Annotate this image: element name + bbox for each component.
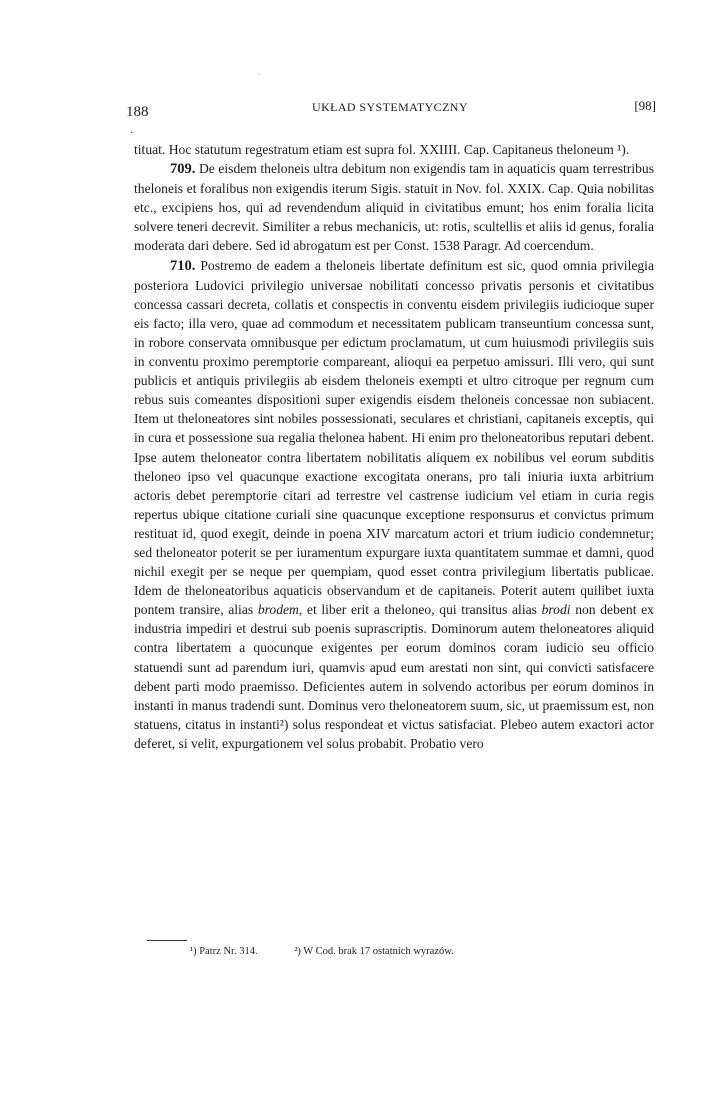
main-text [134,140,654,753]
italic-term-brodi: brodi [541,602,571,618]
sheet-signature: [98] [634,98,656,113]
paragraph-709 [134,159,654,255]
running-title: UKŁAD SYSTEMATYCZNY [312,100,468,114]
paragraph-continuation: tituat. Hoc statutum regestratum etiam est supra fol. XXIIII. Cap. Capitaneus theloneum ¹). [134,142,630,157]
paragraph-710-text-3: non debent ex industria impediri et destrui sub poenis suprascriptis. Dominorum autem theloneatores aliquid contra libertatem a quocunque exigentes per eorum dominos coram iudicio seu officio statuendi sunt ad parendum iuri, quamvis apud eum arestati non sint, qui convicti satisfacere debent parti modo praemisso. Deficientes autem in solvendo actoribus per eorum dominos in instanti in manus tradendi sunt. Dominus vero theloneatorem suum, sic, ut praemissum est, non statuens, citatus in instanti²) solus respondeat et victus satisfaciat. Plebeo autem exactori actor deferet, si velit, expurgationem vel solus probabit. Probatio vero [134,602,654,751]
section-number-710: 710. [170,257,196,274]
footnotes [190,946,610,957]
paragraph-710-text-1: Postremo de eadem a theloneis libertate definitum est sic, quod omnia privilegia posteriora Ludovici privilegio universae nobilitati concesso privatis personis et civitatibus concessa cassari decreta, collatis et conspectis in conventu eisdem privilegiis iudicioque super eis facto; illa vero, quae ad commodum et necessitatem publicam transeuntium concessa sunt, in robore conservata omnibusque per edictum proclamatum, ut cum huiusmodi privilegiis suis in conventu proximo peremptorie compareant, alioqui ea perpetuo amissuri. Illi vero, qui sunt publicis et antiquis privilegiis ab eisdem theloneis exempti et ultro citroque per regnum cum rebus suis comeantes dispositioni super exigendis eisdem theloneis concessae non subiacent. Item ut theloneatores sint nobiles possessionati, seculares et christiani, capitaneis exceptis, qui in cura et possessione sua regalia thelonea habent. Hi enim pro theloneatoribus reputari debent. Ipse autem theloneator contra libertatem nobilitatis aliquem ex nobilibus vel eorum subditis theloneo ipso vel quacunque exactione excogitata onerans, pro tali iniuria iuxta arbitrium actoris debet peremptorie citari ad terrestre vel castrense iudicium vel etiam in curia regis repertus ubique citatione curiali sine quacunque exceptione responsurus et convictus primum restituat id, quod exegit, deinde in poena XIV marcatum actori et trium iudicio condemnetur; sed theloneator poterit se per iuramentum expurgare iuxta quantitatem summae et damni, quod nichil exegit per se neque per quempiam, quod esset contra privilegium libertatis publicae. Idem de theloneatoribus aquaticis observandum et de capitaneis. Poterit autem quilibet iuxta pontem transire, alias [134,257,654,618]
paragraph-709-text: De eisdem theloneis ultra debitum non exigendis tam in aquaticis quam terrestribus theloneis et foralibus non exigendis iterum Sigis. statuit in Nov. fol. XXIX. Cap. Quia nobilitas etc., excipiens hos, qui ad revendendum aliquid in civitatibus emunt; hos enim foralia licita solvere teneri decrevit. Similiter a rebus mechanicis, ut: rotis, scultellis et aliis id genus, foralia moderata dari debere. Sed id abrogatum est per Const. 1538 Paragr. Ad coercendum. [134,161,654,254]
page-header [126,98,656,122]
paragraph-710-text-2: , et liber erit a theloneo, qui transitus alias [298,602,537,618]
page-number: 188 [126,104,149,120]
footnote-1: ¹) Patrz Nr. 314. [190,946,258,957]
paragraph-710 [134,256,654,753]
italic-term-brodem: brodem [257,602,299,618]
section-number-709: 709. [170,161,196,178]
footnote-rule [147,940,187,941]
stray-mark: ˊ [258,72,261,82]
margin-dot: · [130,128,134,139]
footnote-2: ²) W Cod. brak 17 ostatnich wyrazów. [294,946,454,957]
